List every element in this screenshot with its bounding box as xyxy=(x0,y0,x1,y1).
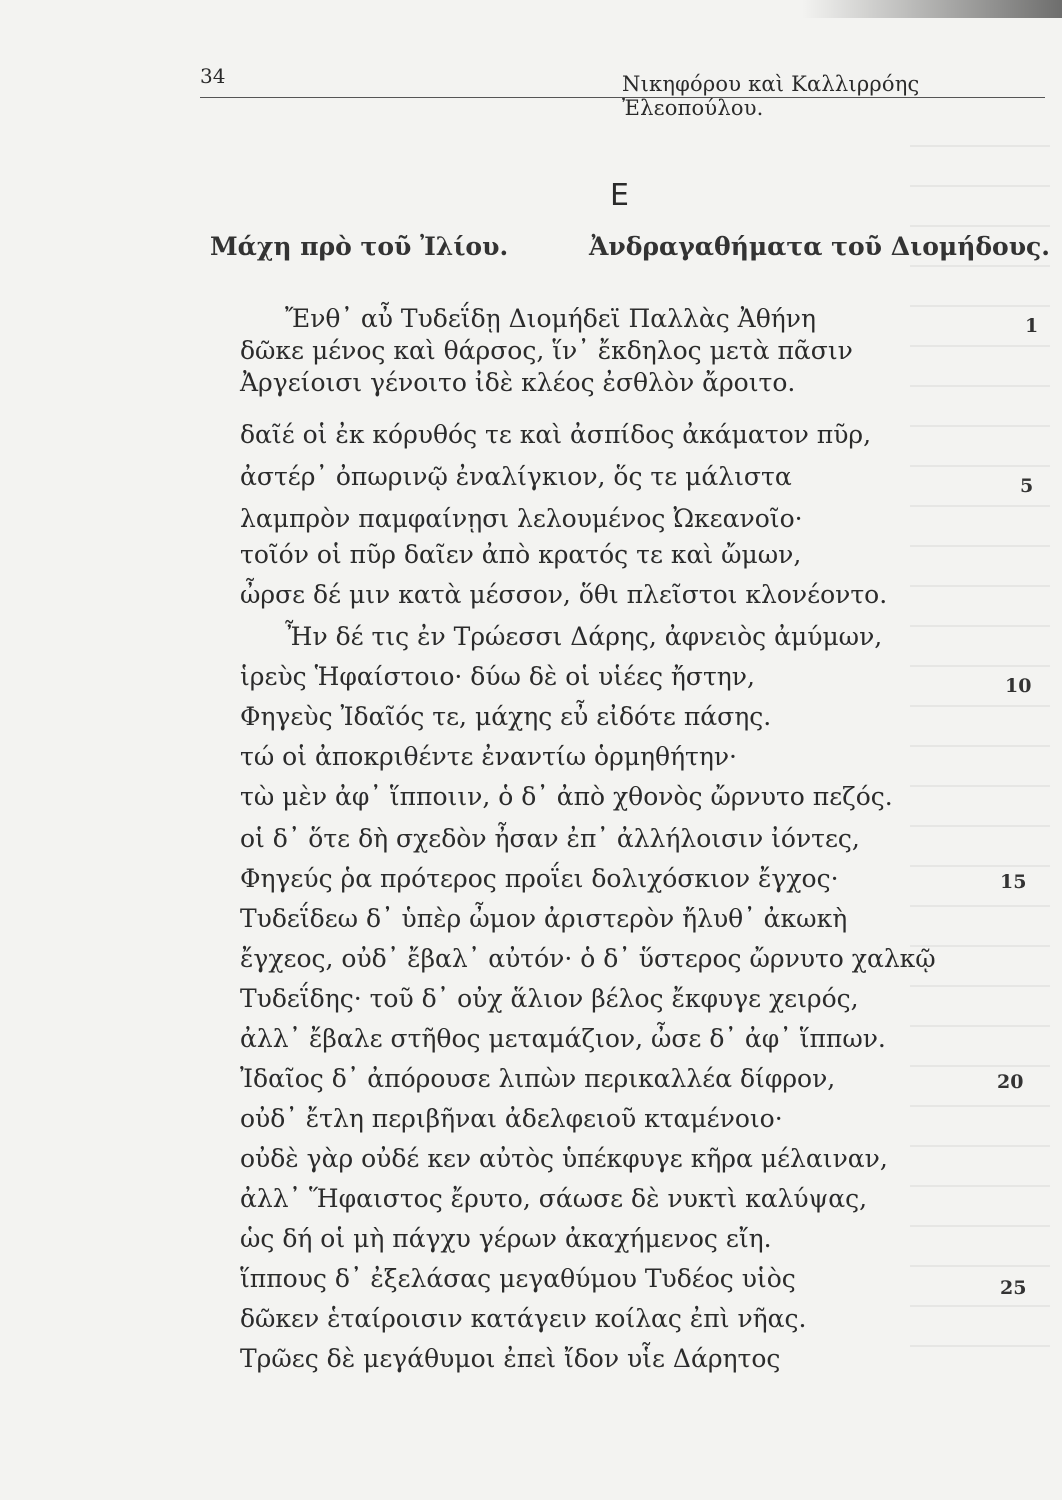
book-letter: Ε xyxy=(610,178,629,213)
line-number: 1 xyxy=(1025,315,1039,337)
verse-line: οὐδὲ γὰρ οὐδέ κεν αὐτὸς ὑπέκφυγε κῆρα μέλαιναν, xyxy=(240,1144,888,1173)
line-number: 10 xyxy=(1005,675,1032,697)
verse-line: τοῖόν οἱ πῦρ δαῖεν ἀπὸ κρατός τε καὶ ὤμων, xyxy=(240,540,802,569)
verse-line: ἀστέρ᾽ ὀπωρινῷ ἐναλίγκιον, ὅς τε μάλιστα xyxy=(240,462,792,491)
chapter-title-part2: Ἀνδραγαθήματα τοῦ Διομήδους. xyxy=(589,232,1050,261)
line-number: 5 xyxy=(1020,475,1034,497)
verse-line: δαῖέ οἱ ἐκ κόρυθός τε καὶ ἀσπίδος ἀκάματον πῦρ, xyxy=(240,420,872,449)
verse-line: ἵππους δ᾽ ἐξελάσας μεγαθύμου Τυδέος υἱὸς xyxy=(240,1264,796,1293)
verse-line: δῶκεν ἑταίροισιν κατάγειν κοίλας ἐπὶ νῆας. xyxy=(240,1304,807,1333)
verse-line: ἱρεὺς Ἡφαίστοιο· δύω δὲ οἱ υἱέες ἤστην, xyxy=(240,662,755,691)
page-number: 34 xyxy=(200,64,226,88)
verse-line: ἀλλ᾽ Ἥφαιστος ἔρυτο, σάωσε δὲ νυκτὶ καλύψας, xyxy=(240,1184,868,1213)
verse-line: Τυδεΐδης· τοῦ δ᾽ οὐχ ἅλιον βέλος ἔκφυγε χειρός, xyxy=(240,984,859,1013)
verse-line: τὼ μὲν ἀφ᾽ ἵπποιιν, ὁ δ᾽ ἀπὸ χθονὸς ὤρνυτο πεζός. xyxy=(240,782,893,811)
verse-line: λαμπρὸν παμφαίνῃσι λελουμένος Ὠκεανοῖο· xyxy=(240,504,803,533)
line-number: 20 xyxy=(997,1071,1024,1093)
verse-line: Ἰδαῖος δ᾽ ἀπόρουσε λιπὼν περικαλλέα δίφρον, xyxy=(240,1064,836,1093)
verse-line: Ἀργείοισι γένοιτο ἰδὲ κλέος ἐσθλὸν ἄροιτο. xyxy=(240,368,796,397)
running-title: Νικηφόρου καὶ Καλλιρρόης Ἐλεοπούλου. xyxy=(622,72,920,120)
verse-line: δῶκε μένος καὶ θάρσος, ἵν᾽ ἔκδηλος μετὰ πᾶσιν xyxy=(240,336,853,365)
verse-line: τώ οἱ ἀποκριθέντε ἐναντίω ὁρμηθήτην· xyxy=(240,742,737,771)
verse-line: ὡς δή οἱ μὴ πάγχυ γέρων ἀκαχήμενος εἴη. xyxy=(240,1224,772,1253)
verse-line: Τρῶες δὲ μεγάθυμοι ἐπεὶ ἴδον υἷε Δάρητος xyxy=(240,1344,781,1373)
verse-line: Τυδεΐδεω δ᾽ ὑπὲρ ὦμον ἀριστερὸν ἤλυθ᾽ ἀκωκὴ xyxy=(240,904,848,933)
verse-line: ἔγχεος, οὐδ᾽ ἔβαλ᾽ αὐτόν· ὁ δ᾽ ὕστερος ὤρνυτο χαλκῷ xyxy=(240,944,936,973)
verse-line: ὦρσε δέ μιν κατὰ μέσσον, ὅθι πλεῖστοι κλονέοντο. xyxy=(240,580,888,609)
verse-line: Ἦν δέ τις ἐν Τρώεσσι Δάρης, ἀφνειὸς ἀμύμων, xyxy=(285,622,883,651)
verse-line: οὐδ᾽ ἔτλη περιβῆναι ἀδελφειοῦ κταμένοιο· xyxy=(240,1104,783,1133)
verse-line: Ἔνθ᾽ αὖ Τυδεΐδῃ Διομήδεϊ Παλλὰς Ἀθήνη xyxy=(285,304,816,333)
verse-line: Φηγεὺς Ἰδαῖός τε, μάχης εὖ εἰδότε πάσης. xyxy=(240,702,772,731)
line-number: 15 xyxy=(1000,871,1027,893)
verse-line: Φηγεύς ῥα πρότερος προΐει δολιχόσκιον ἔγχος· xyxy=(240,864,839,893)
verse-line: ἀλλ᾽ ἔβαλε στῆθος μεταμάζιον, ὦσε δ᾽ ἀφ᾽ ἵππων. xyxy=(240,1024,886,1053)
chapter-title-part1: Μάχη πρὸ τοῦ Ἰλίου. xyxy=(210,232,509,261)
verse-line: οἱ δ᾽ ὅτε δὴ σχεδὸν ἦσαν ἐπ᾽ ἀλλήλοισιν ἰόντες, xyxy=(240,824,860,853)
line-number: 25 xyxy=(1000,1277,1027,1299)
